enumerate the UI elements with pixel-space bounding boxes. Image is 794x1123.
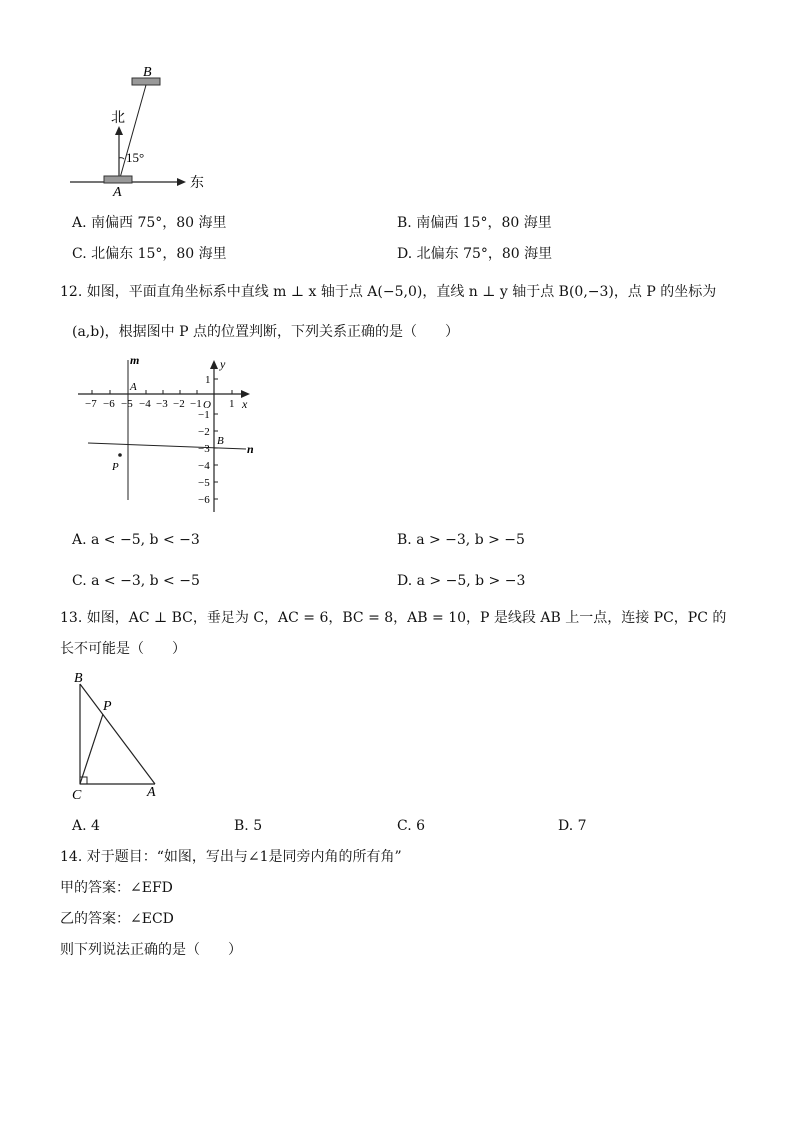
side-ab — [80, 684, 155, 784]
q11-option-a[interactable]: A. 南偏西 75°，80 海里 — [72, 215, 227, 231]
y-arrowhead — [210, 360, 218, 369]
x-tick-label: −5 — [121, 398, 133, 410]
q14-stem-line1: 14. 对于题目：“如图，写出与∠1是同旁内角的所有角” — [60, 849, 402, 865]
y-tick-label: −1 — [198, 409, 210, 421]
y-tick-label: −2 — [198, 426, 210, 438]
y-tick-label: −5 — [198, 477, 210, 489]
q12-option-a[interactable]: A. a < −5, b < −3 — [72, 532, 200, 548]
label-b: B — [143, 65, 152, 80]
label-p: P — [112, 461, 119, 473]
q13-option-c[interactable]: C. 6 — [397, 818, 426, 834]
angle-arc — [119, 158, 124, 159]
x-tick-label: −7 — [85, 398, 97, 410]
label-y: y — [220, 357, 226, 371]
q11-option-c[interactable]: C. 北偏东 15°，80 海里 — [72, 246, 227, 262]
point-p — [118, 453, 122, 457]
q13-option-d[interactable]: D. 7 — [558, 818, 587, 834]
q11-option-b[interactable]: B. 南偏西 15°，80 海里 — [397, 215, 552, 231]
q12-option-d[interactable]: D. a > −5, b > −3 — [397, 573, 526, 589]
y-tick-label: −4 — [198, 460, 210, 472]
label-n: n — [247, 442, 254, 456]
label-p: P — [103, 699, 112, 714]
figure-11-compass-diagram — [60, 60, 210, 200]
label-c: C — [72, 788, 82, 803]
label-a: A — [147, 785, 156, 800]
x-tick-label: −4 — [139, 398, 151, 410]
q13-option-b[interactable]: B. 5 — [234, 818, 263, 834]
q13-option-a[interactable]: A. 4 — [72, 818, 100, 834]
q12-option-b[interactable]: B. a > −3, b > −5 — [397, 532, 525, 548]
q13-stem-line2: 长不可能是（ ） — [60, 641, 186, 657]
label-o: O — [203, 399, 211, 411]
y-tick-label: −6 — [198, 494, 210, 506]
x-tick-label: −1 — [190, 398, 202, 410]
x-tick-label: −6 — [103, 398, 115, 410]
q14-answer-jia: 甲的答案：∠EFD — [60, 880, 173, 896]
q12-stem-line1: 12. 如图，平面直角坐标系中直线 m ⊥ x 轴于点 A(−5,0)，直线 n ⊥ y 轴于点 B(0,−3)，点 P 的坐标为 — [60, 284, 717, 300]
q13-stem-line1: 13. 如图，AC ⊥ BC，垂足为 C，AC = 6，BC = 8，AB = 10，P 是线段 AB 上一点，连接 PC，PC 的 — [60, 610, 727, 626]
label-a: A — [113, 185, 122, 200]
x-tick-label: −2 — [173, 398, 185, 410]
east-arrowhead — [177, 178, 186, 186]
y-tick-label: 1 — [205, 374, 211, 386]
q14-question: 则下列说法正确的是（ ） — [60, 942, 242, 958]
north-arrowhead — [115, 126, 123, 135]
label-east: 东 — [190, 176, 204, 191]
label-a: A — [130, 381, 137, 393]
segment-pc — [80, 714, 103, 784]
figure-13-triangle — [66, 666, 176, 806]
label-m: m — [130, 353, 140, 367]
q12-option-c[interactable]: C. a < −3, b < −5 — [72, 573, 200, 589]
label-x: x — [242, 397, 248, 411]
q12-stem-line2: (a,b)，根据图中 P 点的位置判断，下列关系正确的是（ ） — [72, 324, 460, 340]
label-north: 北 — [111, 111, 125, 126]
q14-answer-yi: 乙的答案：∠ECD — [60, 911, 174, 927]
x-tick-label: 1 — [229, 398, 235, 410]
x-tick-label: −3 — [156, 398, 168, 410]
point-a-marker — [104, 176, 132, 183]
label-angle: 15° — [126, 150, 145, 165]
y-tick-label: −3 — [198, 443, 210, 455]
label-b: B — [74, 671, 83, 686]
label-b: B — [217, 435, 224, 447]
figure-12-coordinate-plane — [70, 352, 270, 522]
q11-option-d[interactable]: D. 北偏东 75°，80 海里 — [397, 246, 553, 262]
